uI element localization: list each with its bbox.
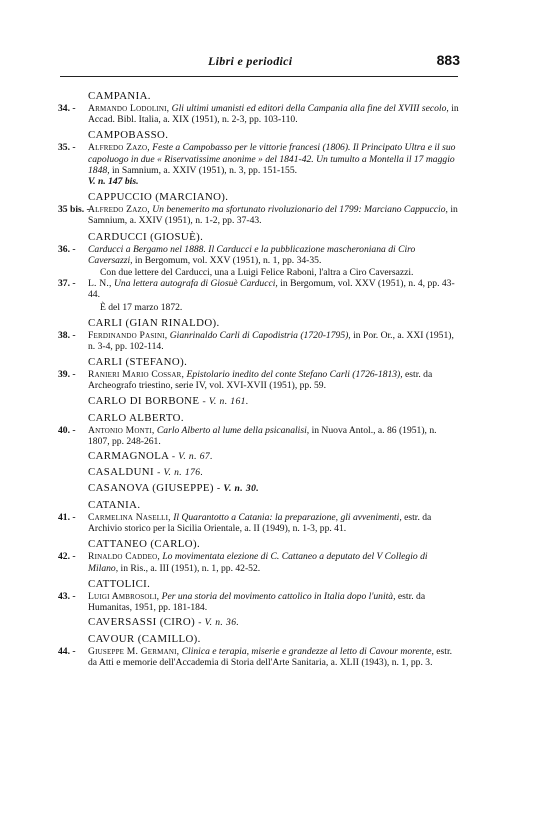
entry-title: Carducci a Bergamo nel 1888. Il Carducci e la pubblicazione mascheroniana di Ciro Caversazzi, — [88, 243, 416, 266]
entry-title: Lo movimentata elezione di C. Cattaneo a deputato del V Collegio di Milano, — [88, 551, 428, 574]
entry-title: Gli ultimi umanisti ed editori della Campania alla fine del XVIII secolo, — [171, 103, 449, 114]
entry-author: Armando Lodolini, — [88, 103, 170, 114]
entry-35 — [58, 142, 460, 187]
entry-note: Con due lettere del Carducci, una a Luigi Felice Raboni, l'altra a Ciro Caversazzi. — [100, 267, 414, 279]
running-title: Libri e periodici — [208, 54, 293, 68]
page-number: 883 — [436, 52, 460, 68]
entry-number: 34. - — [58, 103, 76, 114]
entry-author: Ranieri Mario Cossar, — [88, 369, 185, 381]
entry-author: Ferdinando Pasini, — [88, 329, 168, 341]
entry-title: Una lettera autografa di Giosuè Carducci, — [114, 278, 278, 290]
entry-author: Alfredo Zazo, — [88, 204, 150, 216]
entry-cross-reference: V. n. 147 bis. — [88, 176, 139, 188]
xref-subject: CASANOVA (GIUSEPPE) — [88, 482, 214, 495]
xref-subject: CARLO DI BORBONE — [88, 394, 200, 407]
entry-source: in Samnium, a. XXIV (1951), n. 1-2, pp. 37-43. — [88, 204, 458, 227]
entry-author: L. N., — [88, 278, 112, 290]
entry-title: Feste a Campobasso per le vittorie francesi (1806). Il Principato Ultra e il suo capoluogo in due « Riservatissime anonime » del 1841-42. Un tumulto a Montella il 17 maggio 1848, — [88, 142, 456, 176]
entry-source: in Samnium, a. XXIV (1951), n. 3, pp. 151-155. — [112, 164, 298, 176]
entry-source: in Nuova Antol., a. 86 (1951), n. 1807, pp. 248-261. — [88, 424, 437, 447]
entry-39 — [58, 369, 460, 391]
entry-number: 44. - — [58, 646, 76, 658]
entry-author: Carmelina Naselli, — [88, 512, 171, 524]
entry-source: in Accad. Bibl. Italia, a. XIX (1951), n. 2-3, pp. 103-110. — [88, 103, 459, 126]
entry-title: Un benemerito ma sfortunato rivoluzionario del 1799: Marciano Cappuccio, — [152, 204, 448, 216]
entry-author: Alfredo Zazo, — [88, 142, 150, 154]
xref-subject: CARMAGNOLA — [88, 450, 169, 463]
entry-41 — [58, 512, 460, 534]
entry-number: 40. - — [58, 424, 76, 436]
entry-number: 35. - — [58, 142, 76, 154]
entry-source: in Ris., a. III (1951), n. 1, pp. 42-52. — [120, 562, 261, 574]
entry-number: 39. - — [58, 369, 76, 381]
entry-number: 37. - — [58, 278, 76, 290]
entry-author: Giuseppe M. Germani, — [88, 646, 180, 658]
cross-reference-heading — [88, 616, 460, 629]
xref-target: - V. n. 161. — [202, 395, 249, 407]
subject-heading: CAPPUCCIO (MARCIANO). — [88, 191, 229, 204]
cross-reference-heading — [88, 466, 460, 479]
entry-source: in Por. Or., a. XXI (1951), n. 3-4, pp. 102-114. — [88, 329, 454, 353]
entry-title: Per una storia del movimento cattolico in Italia dopo l'unità, — [161, 590, 396, 602]
entry-title: Gianrinaldo Carli di Capodistria (1720-1795), — [169, 329, 351, 341]
subject-heading: CAVOUR (CAMILLO). — [88, 633, 201, 646]
entry-34 — [58, 103, 460, 125]
cross-reference-heading — [88, 450, 460, 463]
xref-target: - V. n. 30. — [217, 483, 260, 495]
entry-title: Clinica e terapia, miserie e grandezze al letto di Cavour morente, — [181, 646, 434, 658]
entry-number: 38. - — [58, 329, 76, 341]
entry-note: È del 17 marzo 1872. — [100, 301, 183, 313]
entry-43 — [58, 591, 460, 613]
entry-author: Rinaldo Caddeo, — [88, 551, 160, 563]
subject-heading: CARDUCCI (GIOSUÈ). — [88, 230, 204, 243]
xref-target: - V. n. 67. — [171, 451, 213, 463]
cross-reference-heading — [88, 395, 460, 408]
entry-source: in Bergomum, vol. XXV (1951), n. 1, pp. 34-35. — [134, 254, 322, 266]
entry-38 — [58, 330, 460, 352]
subject-heading: CAMPOBASSO. — [88, 129, 169, 142]
entry-number: 43. - — [58, 590, 76, 602]
entry-source: estr. da Archivio storico per la Sicilia Orientale, a. II (1949), n. 1-3, pp. 41. — [88, 512, 432, 535]
subject-heading: CATANIA. — [88, 499, 141, 512]
subject-heading: CATTOLICI. — [88, 577, 151, 590]
entry-36 — [58, 244, 460, 266]
entry-number: 42. - — [58, 551, 76, 563]
entry-number: 35 bis. - — [58, 204, 90, 216]
entry-number: 41. - — [58, 512, 76, 524]
xref-target: - V. n. 36. — [198, 617, 240, 629]
subject-heading: CARLI (GIAN RINALDO). — [88, 316, 220, 329]
cross-reference-heading — [88, 482, 460, 495]
running-header — [58, 50, 460, 72]
bibliography-list — [58, 86, 460, 670]
subject-heading: CARLO ALBERTO. — [88, 411, 184, 424]
entry-author: Antonio Monti, — [88, 424, 155, 436]
subject-heading: CAMPANIA. — [88, 90, 151, 102]
entry-author: Luigi Ambrosoli, — [88, 590, 160, 602]
header-rule — [60, 76, 458, 77]
subject-heading: CARLI (STEFANO). — [88, 356, 188, 369]
xref-subject: CAVERSASSI (CIRO) — [88, 616, 196, 629]
entry-source: estr. da Archeografo triestino, serie IV, vol. XVI-XVII (1951), pp. 59. — [88, 369, 433, 392]
xref-target: - V. n. 176. — [157, 467, 204, 479]
entry-number: 36. - — [58, 243, 76, 255]
xref-subject: CASALDUNI — [88, 466, 154, 479]
subject-heading: CATTANEO (CARLO). — [88, 538, 201, 551]
entry-title: Epistolario inedito del conte Stefano Carli (1726-1813), — [186, 369, 403, 381]
entry-37 — [58, 278, 460, 300]
entry-35-bis — [58, 204, 460, 226]
entry-40 — [58, 425, 460, 447]
entry-42 — [58, 551, 460, 573]
entry-source: estr. da Humanitas, 1951, pp. 181-184. — [88, 590, 426, 614]
entry-44 — [58, 646, 460, 668]
entry-source: in Bergomum, vol. XXV (1951), n. 4, pp. 43-44. — [88, 278, 455, 301]
entry-title: Carlo Alberto al lume della psicanalisi, — [156, 424, 310, 436]
entry-source: estr. da Atti e memorie dell'Accademia di Storia dell'Arte Sanitaria, a. XLII (1943), n. 1, pp. 3. — [88, 646, 453, 669]
entry-title: Il Quarantotto a Catania: la preparazione, gli avvenimenti, — [173, 512, 402, 524]
